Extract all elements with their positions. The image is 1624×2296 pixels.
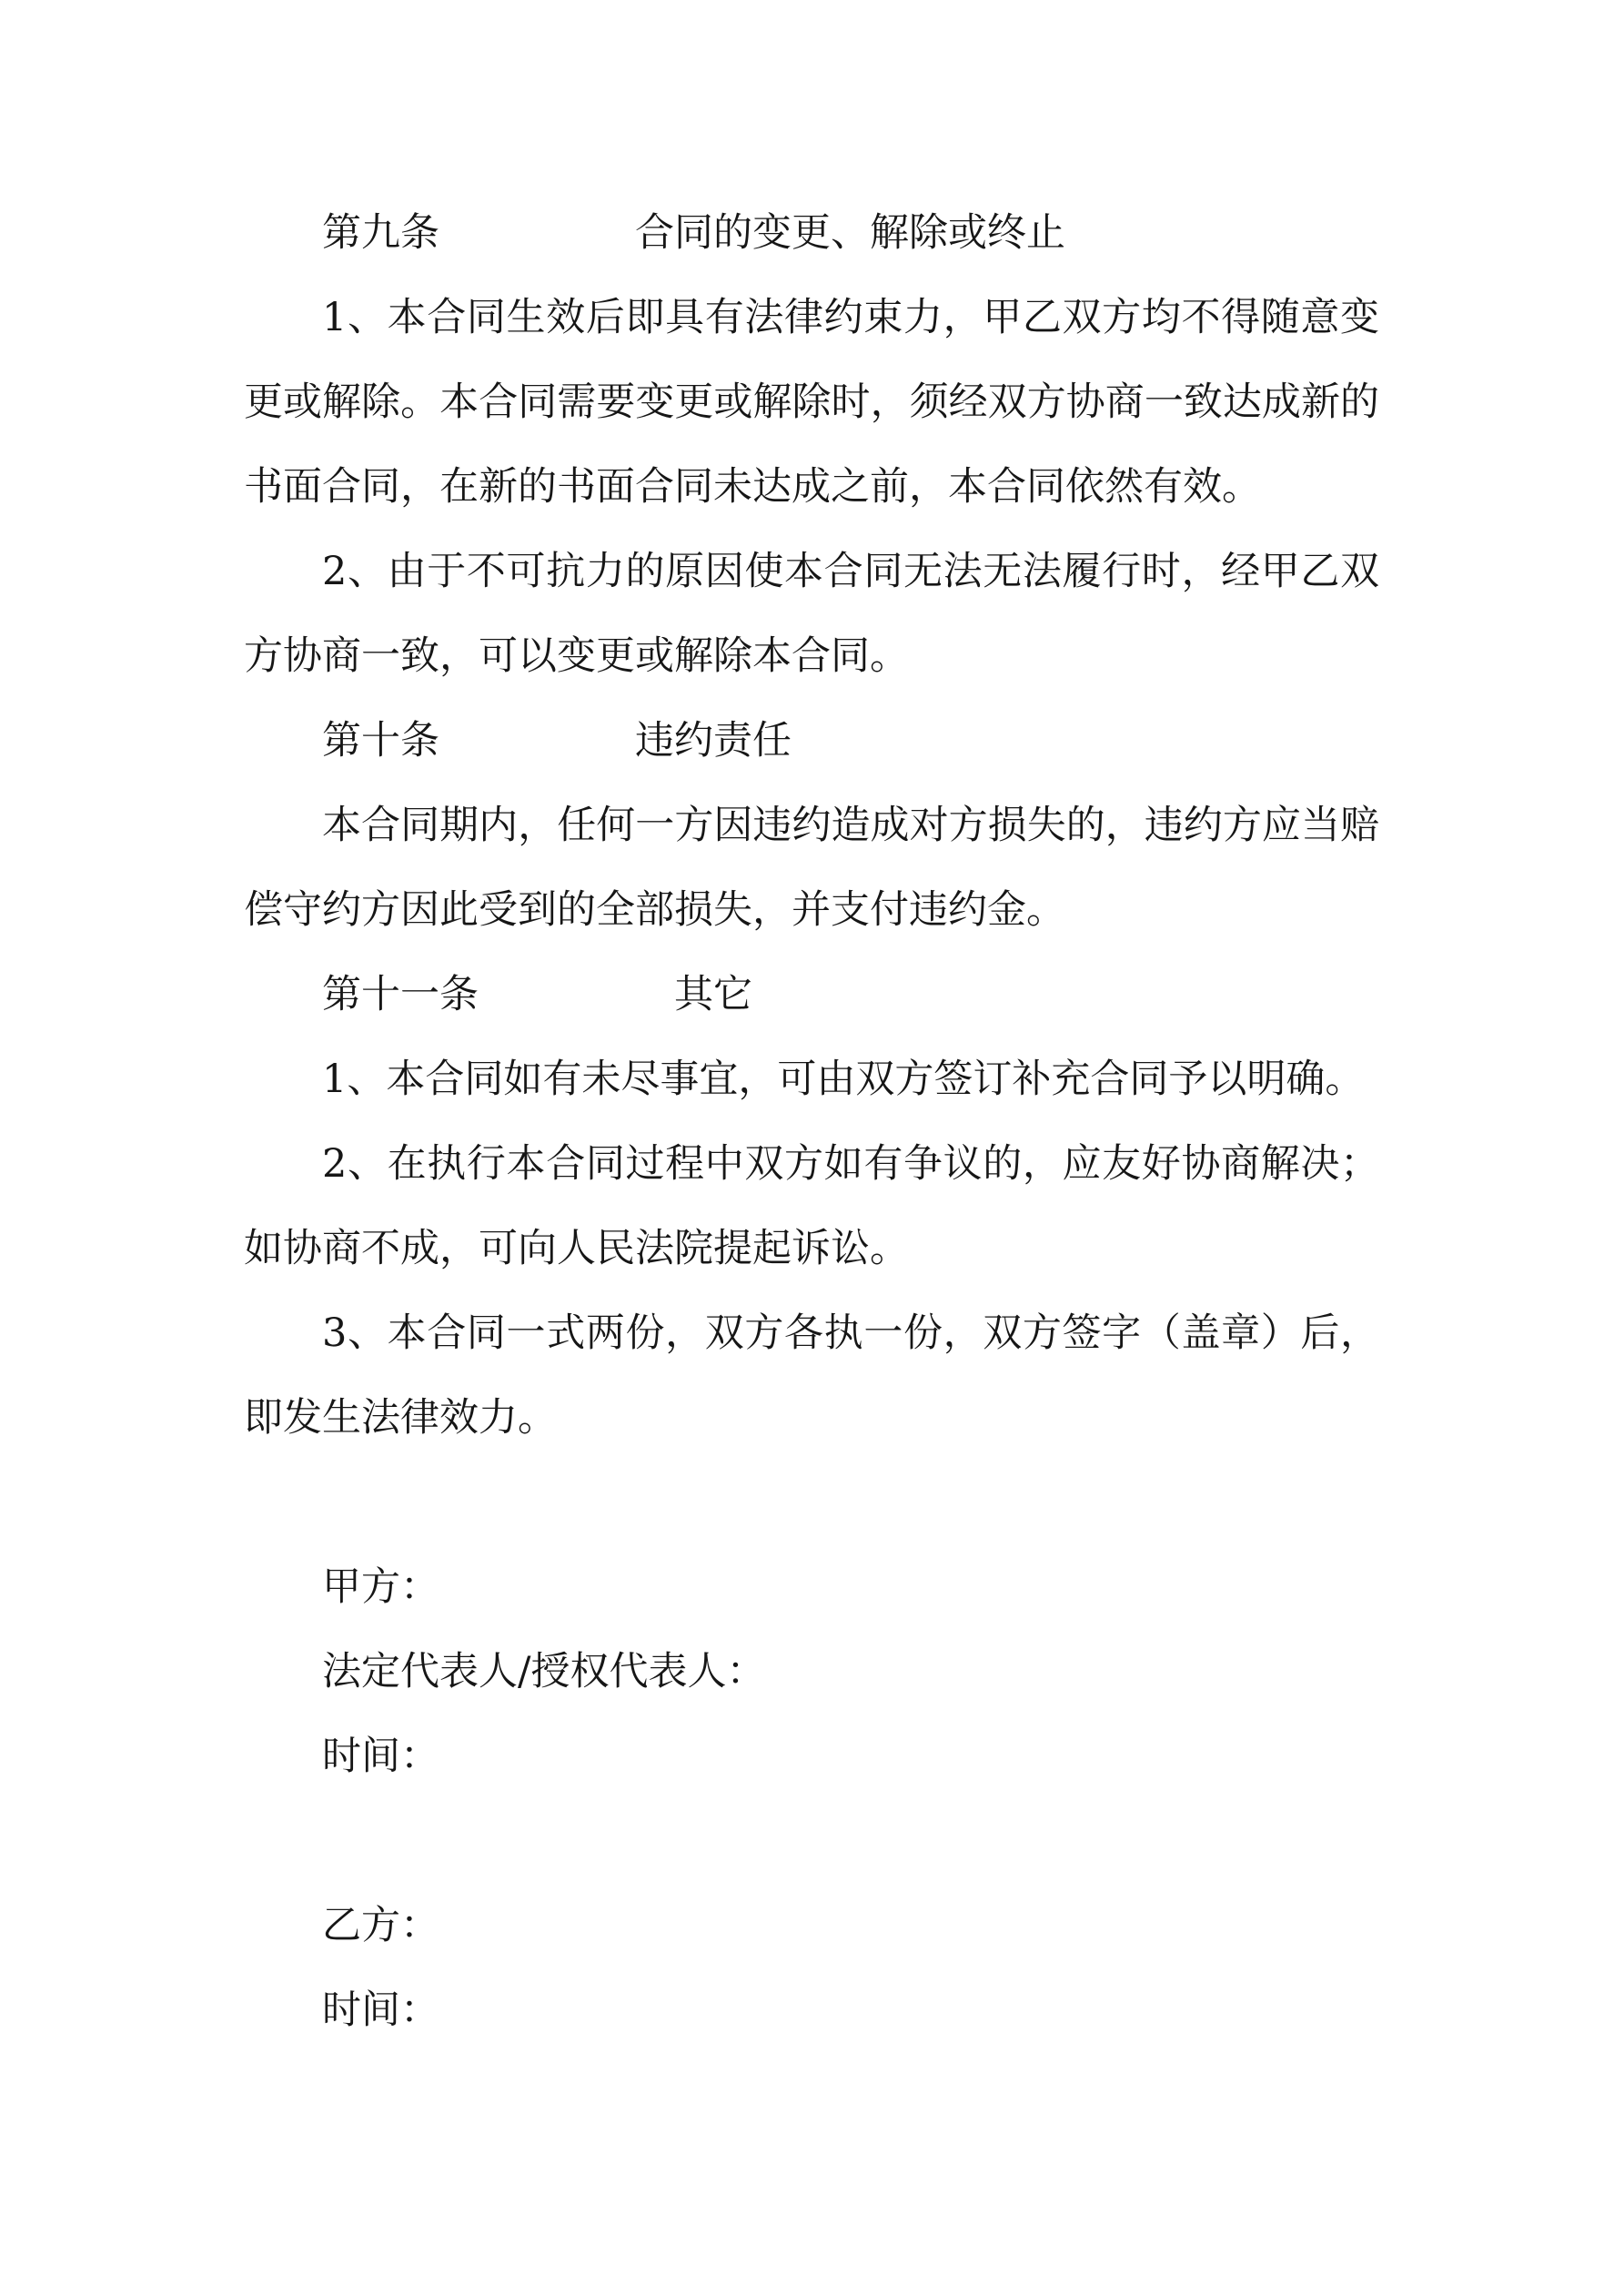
- article-9-item-1: 1、本合同生效后即具有法律约束力，甲乙双方均不得随意变更或解除。本合同需要变更或解除时，须经双方协商一致达成新的书面合同，在新的书面合同未达成之前，本合同依然有效。: [244, 295, 1379, 510]
- party-a-date-label: 时间：: [322, 1734, 439, 1779]
- party-b-label: 乙方：: [322, 1903, 439, 1948]
- article-11-heading: 第十一条 其它: [322, 972, 752, 1017]
- article-10-body: 本合同期内，任何一方因违约造成对方损失的，违约方应当赔偿守约方因此受到的全部损失，并支付违约金。: [244, 803, 1379, 933]
- blank-line-2: [244, 1799, 1379, 1884]
- article-11-item-3: 3、本合同一式两份，双方各执一份，双方签字（盖章）后，即发生法律效力。: [244, 1310, 1379, 1441]
- article-9-heading: 第九条 合同的变更、解除或终止: [322, 210, 1065, 256]
- article-9-item-2: 2、由于不可抗力的原因使本合同无法无法履行时，经甲乙双方协商一致，可以变更或解除本合同。: [244, 549, 1379, 679]
- party-a-label: 甲方：: [322, 1564, 439, 1610]
- article-10-heading: 第十条 违约责任: [322, 718, 792, 764]
- article-11-item-2: 2、在执行本合同过程中双方如有争议的，应友好协商解决；如协商不成，可向人民法院提起诉讼。: [244, 1141, 1379, 1271]
- party-b-date-label: 时间：: [322, 1988, 439, 2033]
- article-11-item-1: 1、本合同如有未尽事宜，可由双方签订补充合同予以明确。: [322, 1057, 1365, 1102]
- blank-line-1: [244, 1461, 1379, 1545]
- party-a-representative-label: 法定代表人/授权代表人：: [322, 1649, 766, 1694]
- contract-text-block: [244, 191, 1379, 2053]
